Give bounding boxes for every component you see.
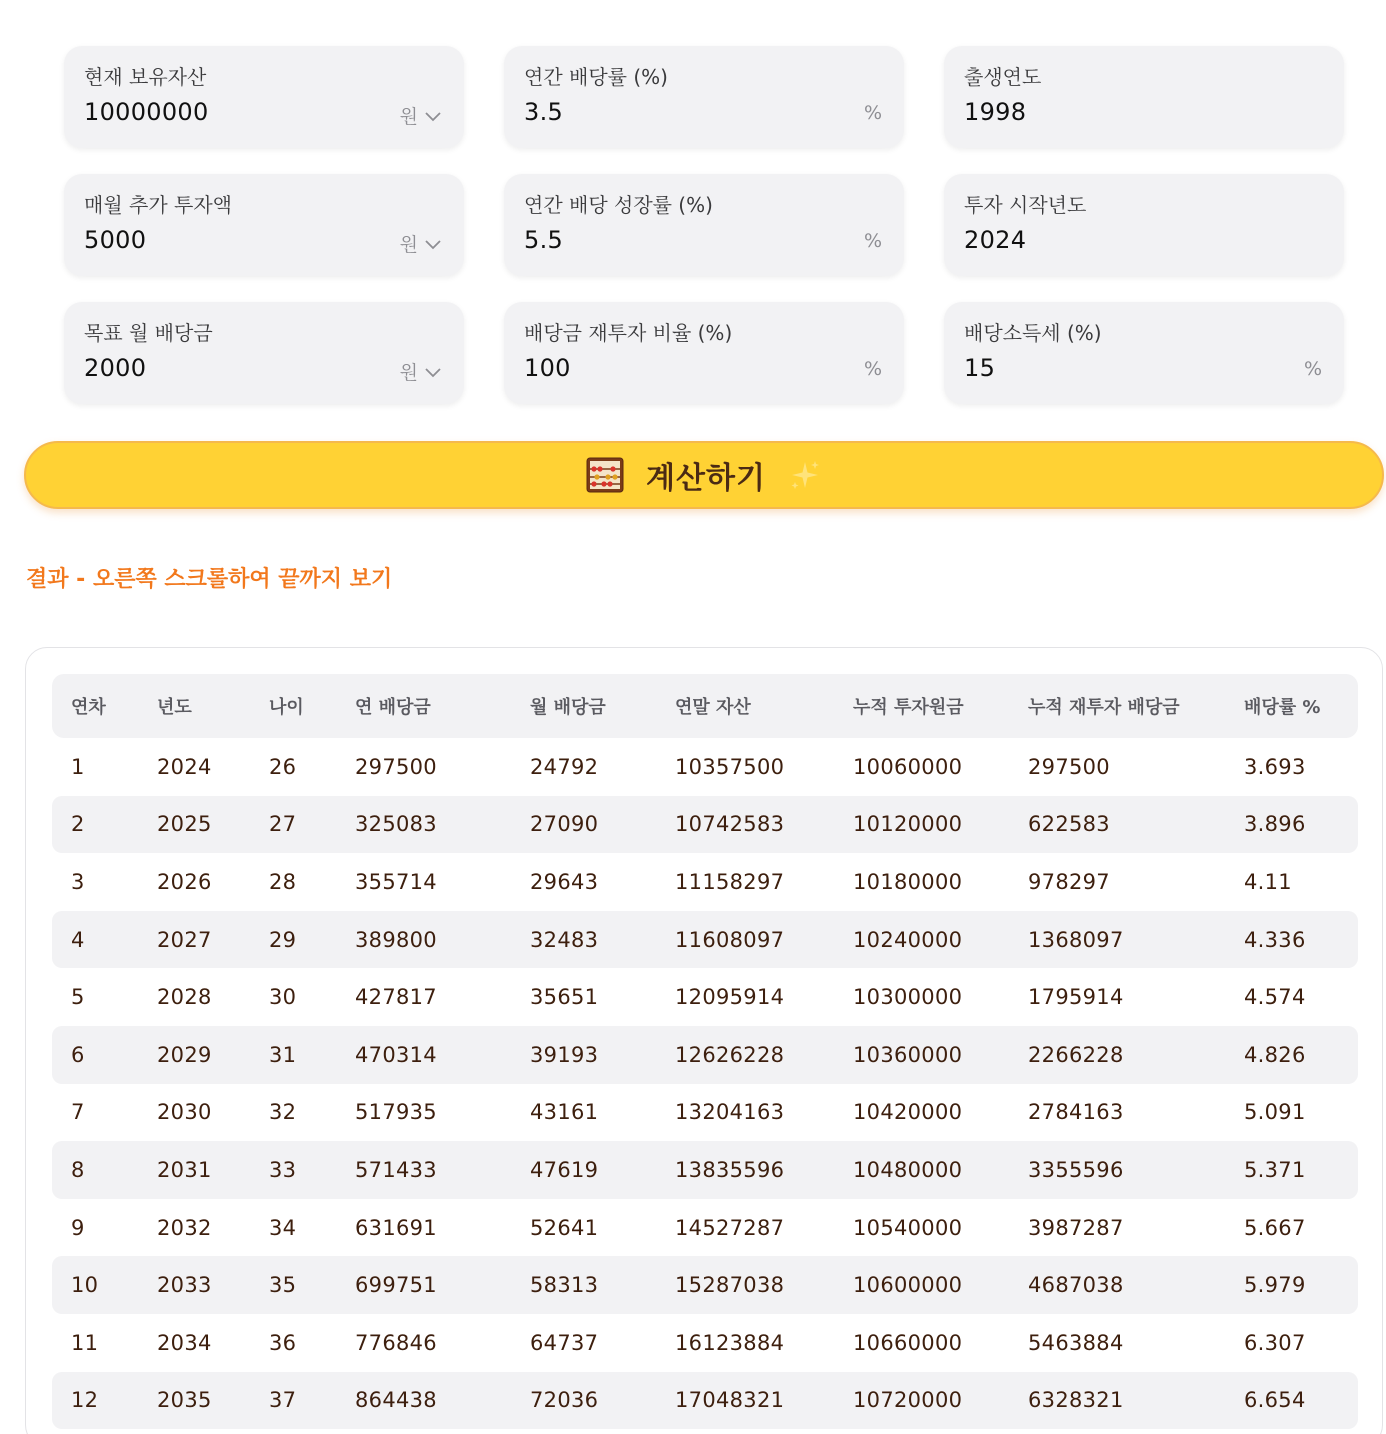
cell-age: 36: [269, 1330, 297, 1355]
header-monthly-dividend: 월 배당금: [530, 697, 606, 718]
field-label: 배당금 재투자 비율 (%): [524, 321, 733, 345]
cell-year-end-assets: 10357500: [675, 754, 785, 779]
cell-year: 2024: [157, 754, 212, 779]
currency-select[interactable]: [400, 230, 442, 257]
cell-year-index: 12: [71, 1388, 99, 1413]
field-label: 연간 배당률 (%): [524, 65, 668, 89]
cell-age: 35: [269, 1273, 297, 1298]
table-row: [52, 1141, 1358, 1199]
cell-monthly-dividend: 72036: [530, 1388, 599, 1413]
cell-year-end-assets: 17048321: [675, 1388, 785, 1413]
percent-unit: [864, 102, 882, 124]
field-label: 출생연도: [964, 65, 1042, 89]
table-row: [52, 796, 1358, 854]
cell-year: 2029: [157, 1042, 212, 1067]
cell-cumulative-reinvested: 5463884: [1028, 1330, 1124, 1355]
birth-year-field[interactable]: [944, 46, 1344, 148]
cell-year-end-assets: 15287038: [675, 1273, 785, 1298]
percent-unit: [864, 358, 882, 380]
cell-year-index: 10: [71, 1273, 99, 1298]
cell-cumulative-principal: 10240000: [853, 927, 963, 952]
dividend-growth-input[interactable]: 5.5: [524, 226, 564, 254]
cell-year: 2025: [157, 812, 212, 837]
cell-cumulative-principal: 10720000: [853, 1388, 963, 1413]
cell-age: 32: [269, 1100, 297, 1125]
cell-annual-dividend: 355714: [355, 869, 437, 894]
cell-annual-dividend: 776846: [355, 1330, 437, 1355]
cell-year: 2035: [157, 1388, 212, 1413]
reinvest-ratio-field[interactable]: [504, 302, 904, 404]
cell-cumulative-reinvested: 1795914: [1028, 985, 1124, 1010]
cell-cumulative-principal: 10600000: [853, 1273, 963, 1298]
cell-year-end-assets: 11608097: [675, 927, 785, 952]
header-year-end-assets: 연말 자산: [675, 697, 751, 718]
cell-cumulative-reinvested: 622583: [1028, 812, 1110, 837]
calculate-button-label: 계산하기: [646, 461, 766, 496]
header-annual-dividend: 연 배당금: [355, 697, 431, 718]
cell-yield-percent: 5.979: [1244, 1273, 1306, 1298]
cell-cumulative-principal: 10420000: [853, 1100, 963, 1125]
cell-monthly-dividend: 27090: [530, 812, 599, 837]
table-row: [52, 911, 1358, 969]
cell-monthly-dividend: 64737: [530, 1330, 599, 1355]
unit-label: 원: [399, 362, 418, 384]
header-age: 나이: [269, 697, 304, 718]
dividend-growth-field[interactable]: [504, 174, 904, 276]
cell-year-index: 4: [71, 927, 85, 952]
cell-year: 2030: [157, 1100, 212, 1125]
cell-monthly-dividend: 32483: [530, 927, 599, 952]
percent-unit: [864, 230, 882, 252]
currency-select[interactable]: [400, 102, 442, 129]
cell-cumulative-principal: 10660000: [853, 1330, 963, 1355]
cell-year-index: 8: [71, 1157, 85, 1182]
field-label: 매월 추가 투자액: [84, 193, 232, 217]
table-header: [52, 674, 1358, 738]
table-row: [52, 1372, 1358, 1430]
cell-cumulative-principal: 10480000: [853, 1157, 963, 1182]
cell-annual-dividend: 699751: [355, 1273, 437, 1298]
result-table-card[interactable]: [25, 647, 1383, 1434]
table-body: [52, 738, 1358, 1429]
cell-year: 2026: [157, 869, 212, 894]
target-monthly-dividend-input[interactable]: 2000: [84, 354, 147, 382]
cell-annual-dividend: 427817: [355, 985, 437, 1010]
table-row: [52, 738, 1358, 796]
percent-unit: [1304, 358, 1322, 380]
cell-annual-dividend: 571433: [355, 1157, 437, 1182]
target-monthly-dividend-field[interactable]: [64, 302, 464, 404]
cell-annual-dividend: 389800: [355, 927, 437, 952]
cell-cumulative-reinvested: 3987287: [1028, 1215, 1124, 1240]
cell-year: 2028: [157, 985, 212, 1010]
cell-year: 2031: [157, 1157, 212, 1182]
cell-monthly-dividend: 58313: [530, 1273, 599, 1298]
cell-monthly-dividend: 43161: [530, 1100, 599, 1125]
cell-year-end-assets: 16123884: [675, 1330, 785, 1355]
dividend-tax-input[interactable]: 15: [964, 354, 996, 382]
chevron-down-icon: [424, 110, 442, 122]
currency-select[interactable]: [400, 358, 442, 385]
cell-cumulative-principal: 10120000: [853, 812, 963, 837]
cell-year-index: 2: [71, 812, 85, 837]
cell-year-index: 6: [71, 1042, 85, 1067]
cell-year-index: 3: [71, 869, 85, 894]
chevron-down-icon: [424, 238, 442, 250]
cell-age: 29: [269, 927, 297, 952]
cell-cumulative-reinvested: 978297: [1028, 869, 1110, 894]
cell-age: 31: [269, 1042, 297, 1067]
cell-cumulative-reinvested: 4687038: [1028, 1273, 1124, 1298]
cell-yield-percent: 4.336: [1244, 927, 1306, 952]
cell-cumulative-principal: 10360000: [853, 1042, 963, 1067]
cell-annual-dividend: 631691: [355, 1215, 437, 1240]
current-assets-field[interactable]: [64, 46, 464, 148]
cell-yield-percent: 3.693: [1244, 754, 1306, 779]
cell-year-index: 5: [71, 985, 85, 1010]
cell-year-end-assets: 11158297: [675, 869, 785, 894]
cell-year-end-assets: 14527287: [675, 1215, 785, 1240]
cell-yield-percent: 6.307: [1244, 1330, 1306, 1355]
cell-monthly-dividend: 35651: [530, 985, 599, 1010]
table-row: [52, 853, 1358, 911]
cell-monthly-dividend: 29643: [530, 869, 599, 894]
monthly-investment-input[interactable]: 5000: [84, 226, 147, 254]
cell-cumulative-reinvested: 2784163: [1028, 1100, 1124, 1125]
unit-label: %: [863, 358, 882, 380]
result-table: [52, 674, 1358, 1429]
cell-cumulative-reinvested: 2266228: [1028, 1042, 1124, 1067]
cell-cumulative-principal: 10060000: [853, 754, 963, 779]
cell-yield-percent: 5.091: [1244, 1100, 1306, 1125]
table-row: [52, 1084, 1358, 1142]
cell-age: 33: [269, 1157, 297, 1182]
cell-cumulative-reinvested: 6328321: [1028, 1388, 1124, 1413]
unit-label: %: [1303, 358, 1322, 380]
cell-monthly-dividend: 52641: [530, 1215, 599, 1240]
cell-year-end-assets: 13835596: [675, 1157, 785, 1182]
cell-yield-percent: 5.371: [1244, 1157, 1306, 1182]
current-assets-input[interactable]: 10000000: [84, 98, 209, 126]
cell-year: 2027: [157, 927, 212, 952]
unit-label: 원: [399, 234, 418, 256]
cell-age: 37: [269, 1388, 297, 1413]
cell-year-end-assets: 12095914: [675, 985, 785, 1010]
field-label: 투자 시작년도: [964, 193, 1087, 217]
cell-year-index: 11: [71, 1330, 99, 1355]
chevron-down-icon: [424, 366, 442, 378]
result-title: 결과 - 오른쪽 스크롤하여 끝까지 보기: [26, 567, 393, 592]
table-row: [52, 1026, 1358, 1084]
field-label: 현재 보유자산: [84, 65, 207, 89]
cell-year-end-assets: 13204163: [675, 1100, 785, 1125]
cell-cumulative-principal: 10540000: [853, 1215, 963, 1240]
reinvest-ratio-input[interactable]: 100: [524, 354, 571, 382]
table-row: [52, 1256, 1358, 1314]
cell-yield-percent: 3.896: [1244, 812, 1306, 837]
cell-age: 28: [269, 869, 297, 894]
field-label: 목표 월 배당금: [84, 321, 213, 345]
start-year-input[interactable]: 2024: [964, 226, 1027, 254]
cell-cumulative-reinvested: 1368097: [1028, 927, 1124, 952]
cell-year: 2034: [157, 1330, 212, 1355]
header-year: 년도: [157, 697, 192, 718]
input-form: [64, 46, 1344, 404]
header-cumulative-principal: 누적 투자원금: [853, 697, 964, 718]
cell-year-index: 9: [71, 1215, 85, 1240]
cell-yield-percent: 4.11: [1244, 869, 1292, 894]
dividend-tax-field[interactable]: [944, 302, 1344, 404]
field-label: 연간 배당 성장률 (%): [524, 193, 713, 217]
table-row: [52, 1314, 1358, 1372]
cell-year-end-assets: 12626228: [675, 1042, 785, 1067]
cell-annual-dividend: 297500: [355, 754, 437, 779]
monthly-investment-field[interactable]: [64, 174, 464, 276]
cell-annual-dividend: 470314: [355, 1042, 437, 1067]
cell-age: 34: [269, 1215, 297, 1240]
cell-cumulative-reinvested: 297500: [1028, 754, 1110, 779]
cell-annual-dividend: 517935: [355, 1100, 437, 1125]
unit-label: 원: [399, 106, 418, 128]
header-year-index: 연차: [71, 697, 106, 718]
cell-year-index: 1: [71, 754, 85, 779]
cell-monthly-dividend: 24792: [530, 754, 599, 779]
header-cumulative-reinvested: 누적 재투자 배당금: [1028, 697, 1180, 718]
cell-annual-dividend: 325083: [355, 812, 437, 837]
unit-label: %: [863, 102, 882, 124]
cell-annual-dividend: 864438: [355, 1388, 437, 1413]
table-row: [52, 968, 1358, 1026]
calculate-button[interactable]: [24, 441, 1384, 509]
field-label: 배당소득세 (%): [964, 321, 1102, 345]
dividend-rate-field[interactable]: [504, 46, 904, 148]
cell-cumulative-principal: 10300000: [853, 985, 963, 1010]
cell-yield-percent: 4.826: [1244, 1042, 1306, 1067]
cell-cumulative-principal: 10180000: [853, 869, 963, 894]
cell-age: 26: [269, 754, 297, 779]
start-year-field[interactable]: [944, 174, 1344, 276]
table-row: [52, 1199, 1358, 1257]
unit-label: %: [863, 230, 882, 252]
cell-year: 2032: [157, 1215, 212, 1240]
cell-year-end-assets: 10742583: [675, 812, 785, 837]
cell-age: 30: [269, 985, 297, 1010]
cell-yield-percent: 4.574: [1244, 985, 1306, 1010]
cell-monthly-dividend: 39193: [530, 1042, 599, 1067]
cell-year-index: 7: [71, 1100, 85, 1125]
birth-year-input[interactable]: 1998: [964, 98, 1027, 126]
cell-year: 2033: [157, 1273, 212, 1298]
sparkles-icon: [788, 458, 822, 492]
cell-cumulative-reinvested: 3355596: [1028, 1157, 1124, 1182]
cell-age: 27: [269, 812, 297, 837]
dividend-rate-input[interactable]: 3.5: [524, 98, 564, 126]
cell-yield-percent: 6.654: [1244, 1388, 1306, 1413]
cell-monthly-dividend: 47619: [530, 1157, 599, 1182]
abacus-icon: [586, 457, 624, 493]
header-yield-percent: 배당률 %: [1244, 697, 1321, 718]
cell-yield-percent: 5.667: [1244, 1215, 1306, 1240]
